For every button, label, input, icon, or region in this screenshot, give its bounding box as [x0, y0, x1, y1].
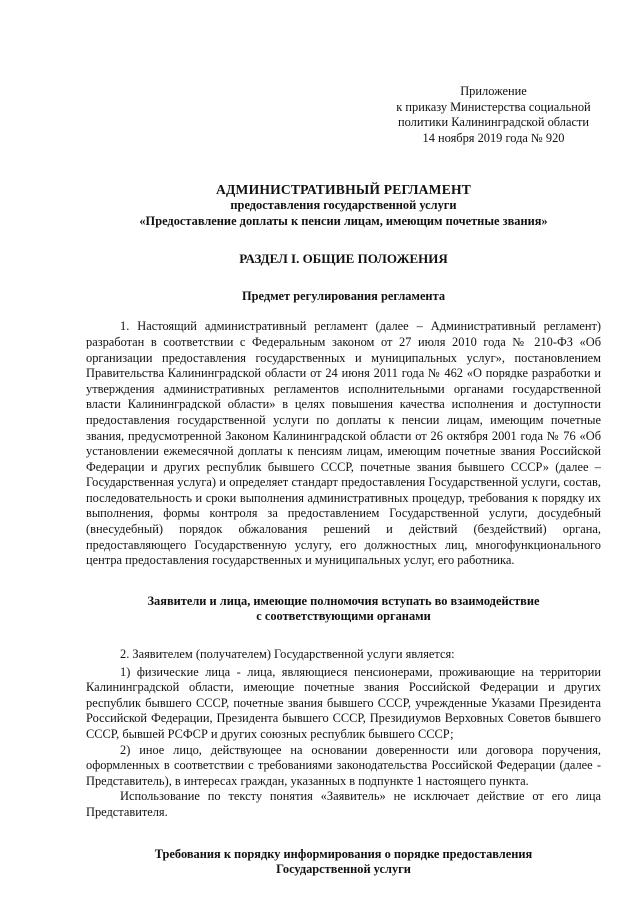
- requirements-heading-line1: Требования к порядку информирования о порядке предоставления: [154, 846, 533, 861]
- paragraph-2-note: Использование по тексту понятия «Заявитель» не исключает действие от его лица Представителя.: [86, 789, 601, 819]
- document-title: АДМИНИСТРАТИВНЫЙ РЕГЛАМЕНТ: [215, 182, 472, 198]
- service-name: «Предоставление доплаты к пенсии лицам, имеющим почетные звания»: [139, 213, 548, 228]
- document-subtitle: предоставления государственной услуги: [230, 197, 457, 212]
- paragraph-2: 2. Заявителем (получателем) Государственной услуги является:: [120, 647, 455, 662]
- requirements-heading-line2: Государственной услуги: [276, 862, 411, 877]
- appendix-order-line: к приказу Министерства социальной: [396, 99, 591, 114]
- applicants-heading: [86, 594, 601, 625]
- applicants-heading-line1: Заявители и лица, имеющие полномочия вступать во взаимодействие: [147, 593, 540, 608]
- paragraph-2-item-1: 1) физические лица - лица, являющиеся пенсионерами, проживающие на территории Калининградской области, имеющие почетные звания Российской Федерации и других республик бывшего СССР, почетные звания бывшего СССР, учрежденные Указами Президента Российской Федерации, Президента бывшего СССР, Президиумов Верховных Советов бывшего СССР, бывшей РСФСР и других союзных республик бывшего СССР;: [86, 664, 601, 741]
- appendix-region-line: политики Калининградской области: [397, 115, 589, 130]
- paragraph-1: 1. Настоящий административный регламент (далее – Административный регламент) разработан в соответствии с Федеральным законом от 27 июля 2010 года № 210-ФЗ «Об организации предоставления государственных и муниципальных услуг», постановлением Правительства Калининградской области от 24 июня 2011 года № 462 «О порядке разработки и утверждения административных регламентов исполнительными органами государственной власти Калининградской области» в целях повышения качества исполнения и доступности предоставления государственной услуги по доплаты к пенсии лицам, имеющим почетные звания, предусмотренной Законом Калининградской области от 26 октября 2001 года № 76 «Об установлении ежемесячной доплаты к пенсиям лицам, имеющим почетные звания Российской Федерации и других республик бывшего СССР, почетные звания бывшего СССР» (далее – Государственная услуга) и определяет стандарт предоставления Государственной услуги, состав, последовательность и сроки выполнения административных процедур, требования к порядку их выполнения, формы контроля за предоставлением Государственной услуги, досудебный (внесудебный) порядок обжалования решений и действий (бездействий) органа, предоставляющего Государственную услугу, его должностных лиц, многофункционального центра предоставления государственных и муниципальных услуг, его работника.: [86, 319, 601, 568]
- appendix-date-line: 14 ноября 2019 года № 920: [422, 130, 565, 145]
- appendix-label: Приложение: [460, 84, 527, 98]
- requirements-heading: [86, 847, 601, 878]
- paragraph-2-item-2: 2) иное лицо, действующее на основании доверенности или договора поручения, оформленных в соответствии с требованиями законодательства Российской Федерации (далее - Представитель), в интересах граждан, указанных в подпункте 1 настоящего пункта.: [86, 742, 601, 788]
- document-title-block: [86, 182, 601, 229]
- document-page: [86, 84, 601, 878]
- appendix-block: [386, 84, 601, 146]
- subject-heading: Предмет регулирования регламента: [241, 288, 446, 303]
- applicants-heading-line2: с соответствующими органами: [256, 609, 431, 624]
- section-title: РАЗДЕЛ I. ОБЩИЕ ПОЛОЖЕНИЯ: [239, 251, 448, 267]
